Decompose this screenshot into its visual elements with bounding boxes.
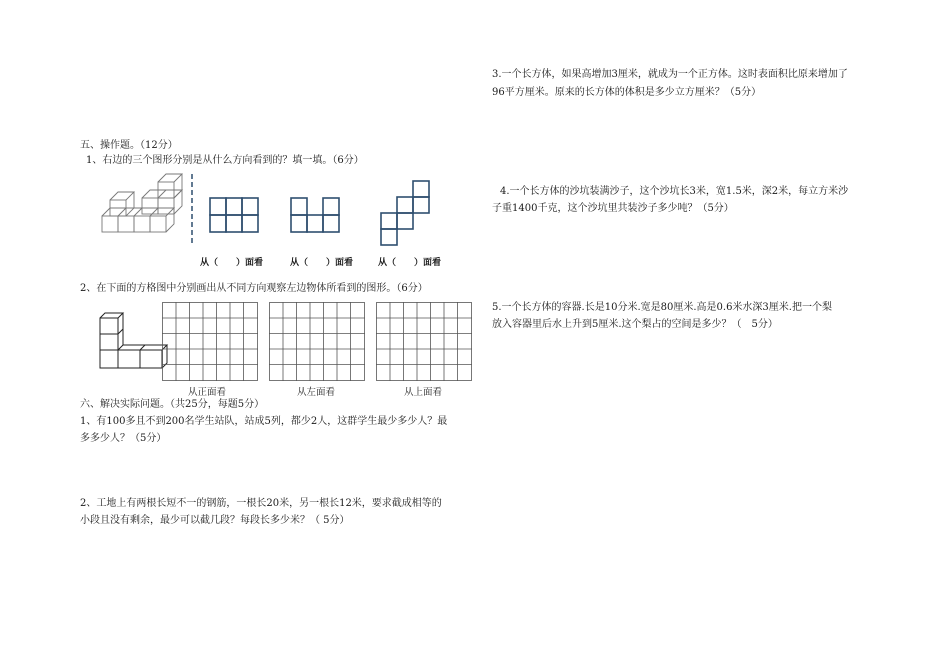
- section6-q3-line1: 3.一个长方体，如果高增加3厘米，就成为一个正方体。这时表面积比原来增加了: [492, 69, 848, 80]
- grid-label-left: 从左面看: [297, 387, 336, 398]
- section5-heading: 五、操作题。（12分）: [80, 140, 178, 151]
- section6-q2-line2: 小段且没有剩余，最少可以截几段？每段长多少米？（ 5分）: [80, 515, 350, 526]
- view-label-2: 从（ ）面看: [290, 258, 354, 268]
- view-figure-3: [380, 180, 430, 246]
- section6-q2-line1: 2、工地上有两根长短不一的钢筋，一根长20米，另一根长12米，要求截成相等的: [80, 498, 442, 509]
- view-figure-1: [209, 197, 259, 233]
- drawing-grid-top[interactable]: [376, 302, 472, 381]
- section6-q1-line1: 1、有100多且不到200名学生站队，站成5列，都少2人，这群学生最少多少人？最: [80, 416, 448, 427]
- cube-stack-object: [96, 310, 170, 372]
- section6-q1-line2: 多多少人？（5分）: [80, 433, 167, 444]
- grid-label-front: 从正面看: [188, 387, 227, 398]
- view-label-3: 从（ ）面看: [378, 258, 442, 268]
- section5-q2-text: 2、在下面的方格图中分别画出从不同方向观察左边物体所看到的图形。（6分）: [80, 283, 428, 294]
- section6-q4-line2: 子重1400千克，这个沙坑里共装沙子多少吨？（5分）: [492, 203, 734, 214]
- drawing-grid-left[interactable]: [269, 302, 365, 381]
- section6-q3-line2: 96平方厘米。原来的长方体的体积是多少立方厘米？（5分）: [492, 87, 762, 98]
- section6-q4-line1: 4.一个长方体的沙坑装满沙子，这个沙坑长3米，宽1.5米，深2米，每立方米沙: [500, 186, 849, 197]
- section6-q5-line2: 放入容器里后水上升到5厘米.这个梨占的空间是多少？（ 5分）: [492, 319, 778, 330]
- grid-label-top: 从上面看: [404, 387, 443, 398]
- dashed-divider: [190, 174, 194, 244]
- cube-figure-isometric: [100, 186, 180, 236]
- drawing-grid-front[interactable]: [162, 302, 258, 381]
- section6-q5-line1: 5.一个长方体的容器.长是10分米.宽是80厘米.高是0.6米水深3厘米.把一个梨: [492, 302, 832, 313]
- section6-heading: 六、解决实际问题。（共25分，每题5分）: [80, 399, 265, 410]
- view-figure-2: [290, 197, 340, 233]
- section5-q1-text: 1、右边的三个图形分别是从什么方向看到的？填一填。（6分）: [86, 155, 364, 166]
- view-label-1: 从（ ）面看: [200, 258, 264, 268]
